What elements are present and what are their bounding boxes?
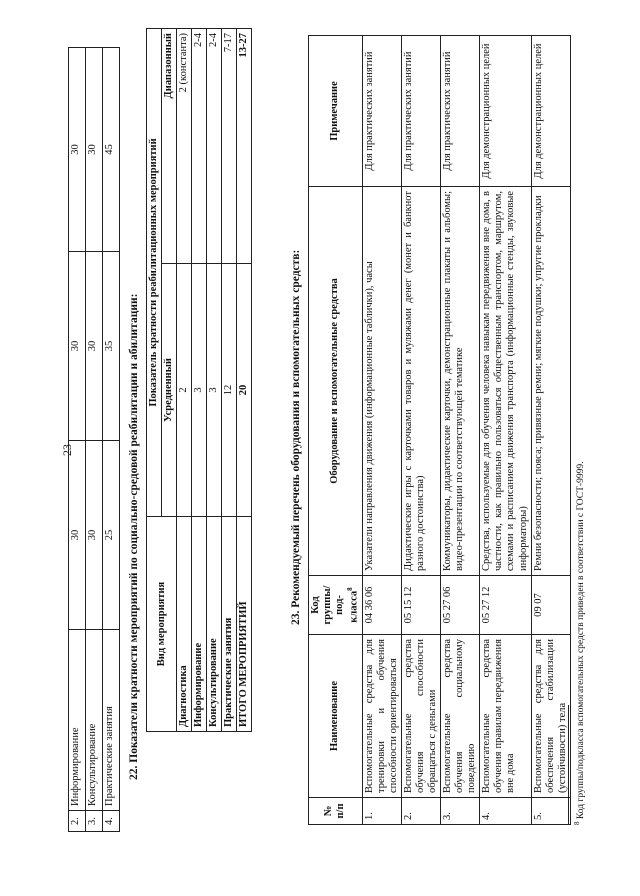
activity-type: Практические занятия	[222, 517, 237, 732]
equipment-list: Дидактические игры с карточками товаров и муляжами денег (монет и банкнот разного достоинства)	[401, 187, 440, 576]
value-cell: 30	[69, 48, 86, 252]
activity-type: Консультирование	[207, 517, 222, 732]
group-code: 05 27 06	[441, 576, 480, 635]
group-code: 05 27 12	[480, 576, 531, 635]
range-value: 2-4	[192, 29, 207, 264]
activity-type: ИТОГО МЕРОПРИЯТИЙ	[237, 517, 252, 732]
row-number: 5.	[531, 798, 570, 825]
equipment-table	[308, 35, 571, 825]
note-cell: Для практических занятий	[401, 36, 440, 187]
group-code: 09 07	[531, 576, 570, 635]
table-row	[69, 48, 86, 832]
average-value: 3	[207, 264, 222, 517]
value-cell: 45	[103, 48, 120, 252]
table-row	[362, 36, 401, 825]
aid-name: Вспомогательные средства обучения социальному поведению	[441, 635, 480, 798]
range-value: 2-4	[207, 29, 222, 264]
header-average: Усредненный	[162, 264, 177, 517]
header-note: Примечание	[309, 36, 363, 187]
row-number: 3.	[441, 798, 480, 825]
aid-name: Вспомогательные средства для тренировки и обучения способности ориентироваться	[362, 635, 401, 798]
note-cell: Для демонстрационных целей	[480, 36, 531, 187]
average-value: 2	[177, 264, 192, 517]
value-cell: 30	[86, 441, 103, 630]
value-cell: 25	[103, 441, 120, 630]
header-code-text: Код группы/под-класса	[310, 585, 360, 625]
header-name: Наименование	[309, 635, 363, 798]
footnote-ref: 8	[346, 587, 355, 591]
table-row	[207, 29, 222, 732]
value-cell: 30	[69, 252, 86, 441]
aid-name: Вспомогательные средства обучения правилам передвижения вне дома	[480, 635, 531, 798]
range-value: 2 (константа)	[177, 29, 192, 264]
group-code: 04 36 06	[362, 576, 401, 635]
aid-name: Вспомогательные средства обучения способности обращаться с деньгами	[401, 635, 440, 798]
row-number: 2.	[401, 798, 440, 825]
equipment-list: Средства, используемые для обучения человека навыкам передвижения вне дома, в частности, как правильно пользоваться общественным транспортом, маршрутом, схемами и расписанием движения транспорта (информационные стенды, звуковые информаторы)	[480, 187, 531, 576]
note-cell: Для демонстрационных целей	[531, 36, 570, 187]
range-value: 7-17	[222, 29, 237, 264]
aid-name: Вспомогательные средства для обеспечения стабилизации (устойчивости) тела	[531, 635, 570, 798]
multiplicity-table	[146, 28, 252, 732]
section-22-title: 22. Показатели кратности мероприятий по социально-средовой реабилитации и абилитации:	[128, 293, 140, 780]
row-number: 4.	[103, 811, 120, 832]
table-row	[86, 48, 103, 832]
header-equipment: Оборудование и вспомогательные средства	[309, 187, 363, 576]
continuation-table	[68, 47, 120, 832]
table-row	[192, 29, 207, 732]
table-row	[237, 29, 252, 732]
activity-type: Диагностика	[177, 517, 192, 732]
header-code	[309, 576, 363, 635]
row-number: 3.	[86, 811, 103, 832]
table-row	[531, 36, 570, 825]
note-cell: Для практических занятий	[362, 36, 401, 187]
row-number: 4.	[480, 798, 531, 825]
header-no: № п/п	[309, 798, 363, 825]
table-row	[222, 29, 237, 732]
value-cell: 35	[103, 252, 120, 441]
equipment-list: Коммуникаторы, дидактические карточки, демонстрационные плакаты и альбомы; видео-презентации по соответствующей тематике	[441, 187, 480, 576]
header-range: Диапазонный	[162, 29, 177, 264]
table-row	[177, 29, 192, 732]
activity-name: Информирование	[69, 630, 86, 811]
equipment-list: Указатели направления движения (информационные таблички), часы	[362, 187, 401, 576]
table-row	[103, 48, 120, 832]
footnote	[573, 462, 586, 825]
activity-type: Информирование	[192, 517, 207, 732]
average-value: 3	[192, 264, 207, 517]
row-number: 1.	[362, 798, 401, 825]
value-cell: 30	[69, 441, 86, 630]
footnote-marker: 8	[573, 821, 581, 825]
activity-name: Консультирование	[86, 630, 103, 811]
section-23-title: 23. Рекомендуемый перечень оборудования и вспомогательных средств:	[290, 249, 302, 625]
page-number: 23	[60, 444, 74, 456]
equipment-list: Ремни безопасности; пояса; привязные ремни; мягкие подушки; упругие прокладки	[531, 187, 570, 576]
note-cell: Для практических занятий	[441, 36, 480, 187]
row-number: 2.	[69, 811, 86, 832]
footnote-text: Код группы/подкласса вспомогательных средств приведен в соответствии с ГОСТ-9999.	[576, 461, 587, 820]
group-code: 05 15 12	[401, 576, 440, 635]
range-value: 13-27	[237, 29, 252, 264]
table-row	[401, 36, 440, 825]
table-row	[480, 36, 531, 825]
average-value: 12	[222, 264, 237, 517]
average-value: 20	[237, 264, 252, 517]
footnote-divider	[568, 705, 569, 825]
activity-name: Практические занятия	[103, 630, 120, 811]
value-cell: 30	[86, 48, 103, 252]
table-row	[441, 36, 480, 825]
value-cell: 30	[86, 252, 103, 441]
header-type: Вид мероприятия	[147, 517, 177, 732]
header-indicator: Показатель кратности реабилитационных мероприятий	[147, 29, 162, 517]
